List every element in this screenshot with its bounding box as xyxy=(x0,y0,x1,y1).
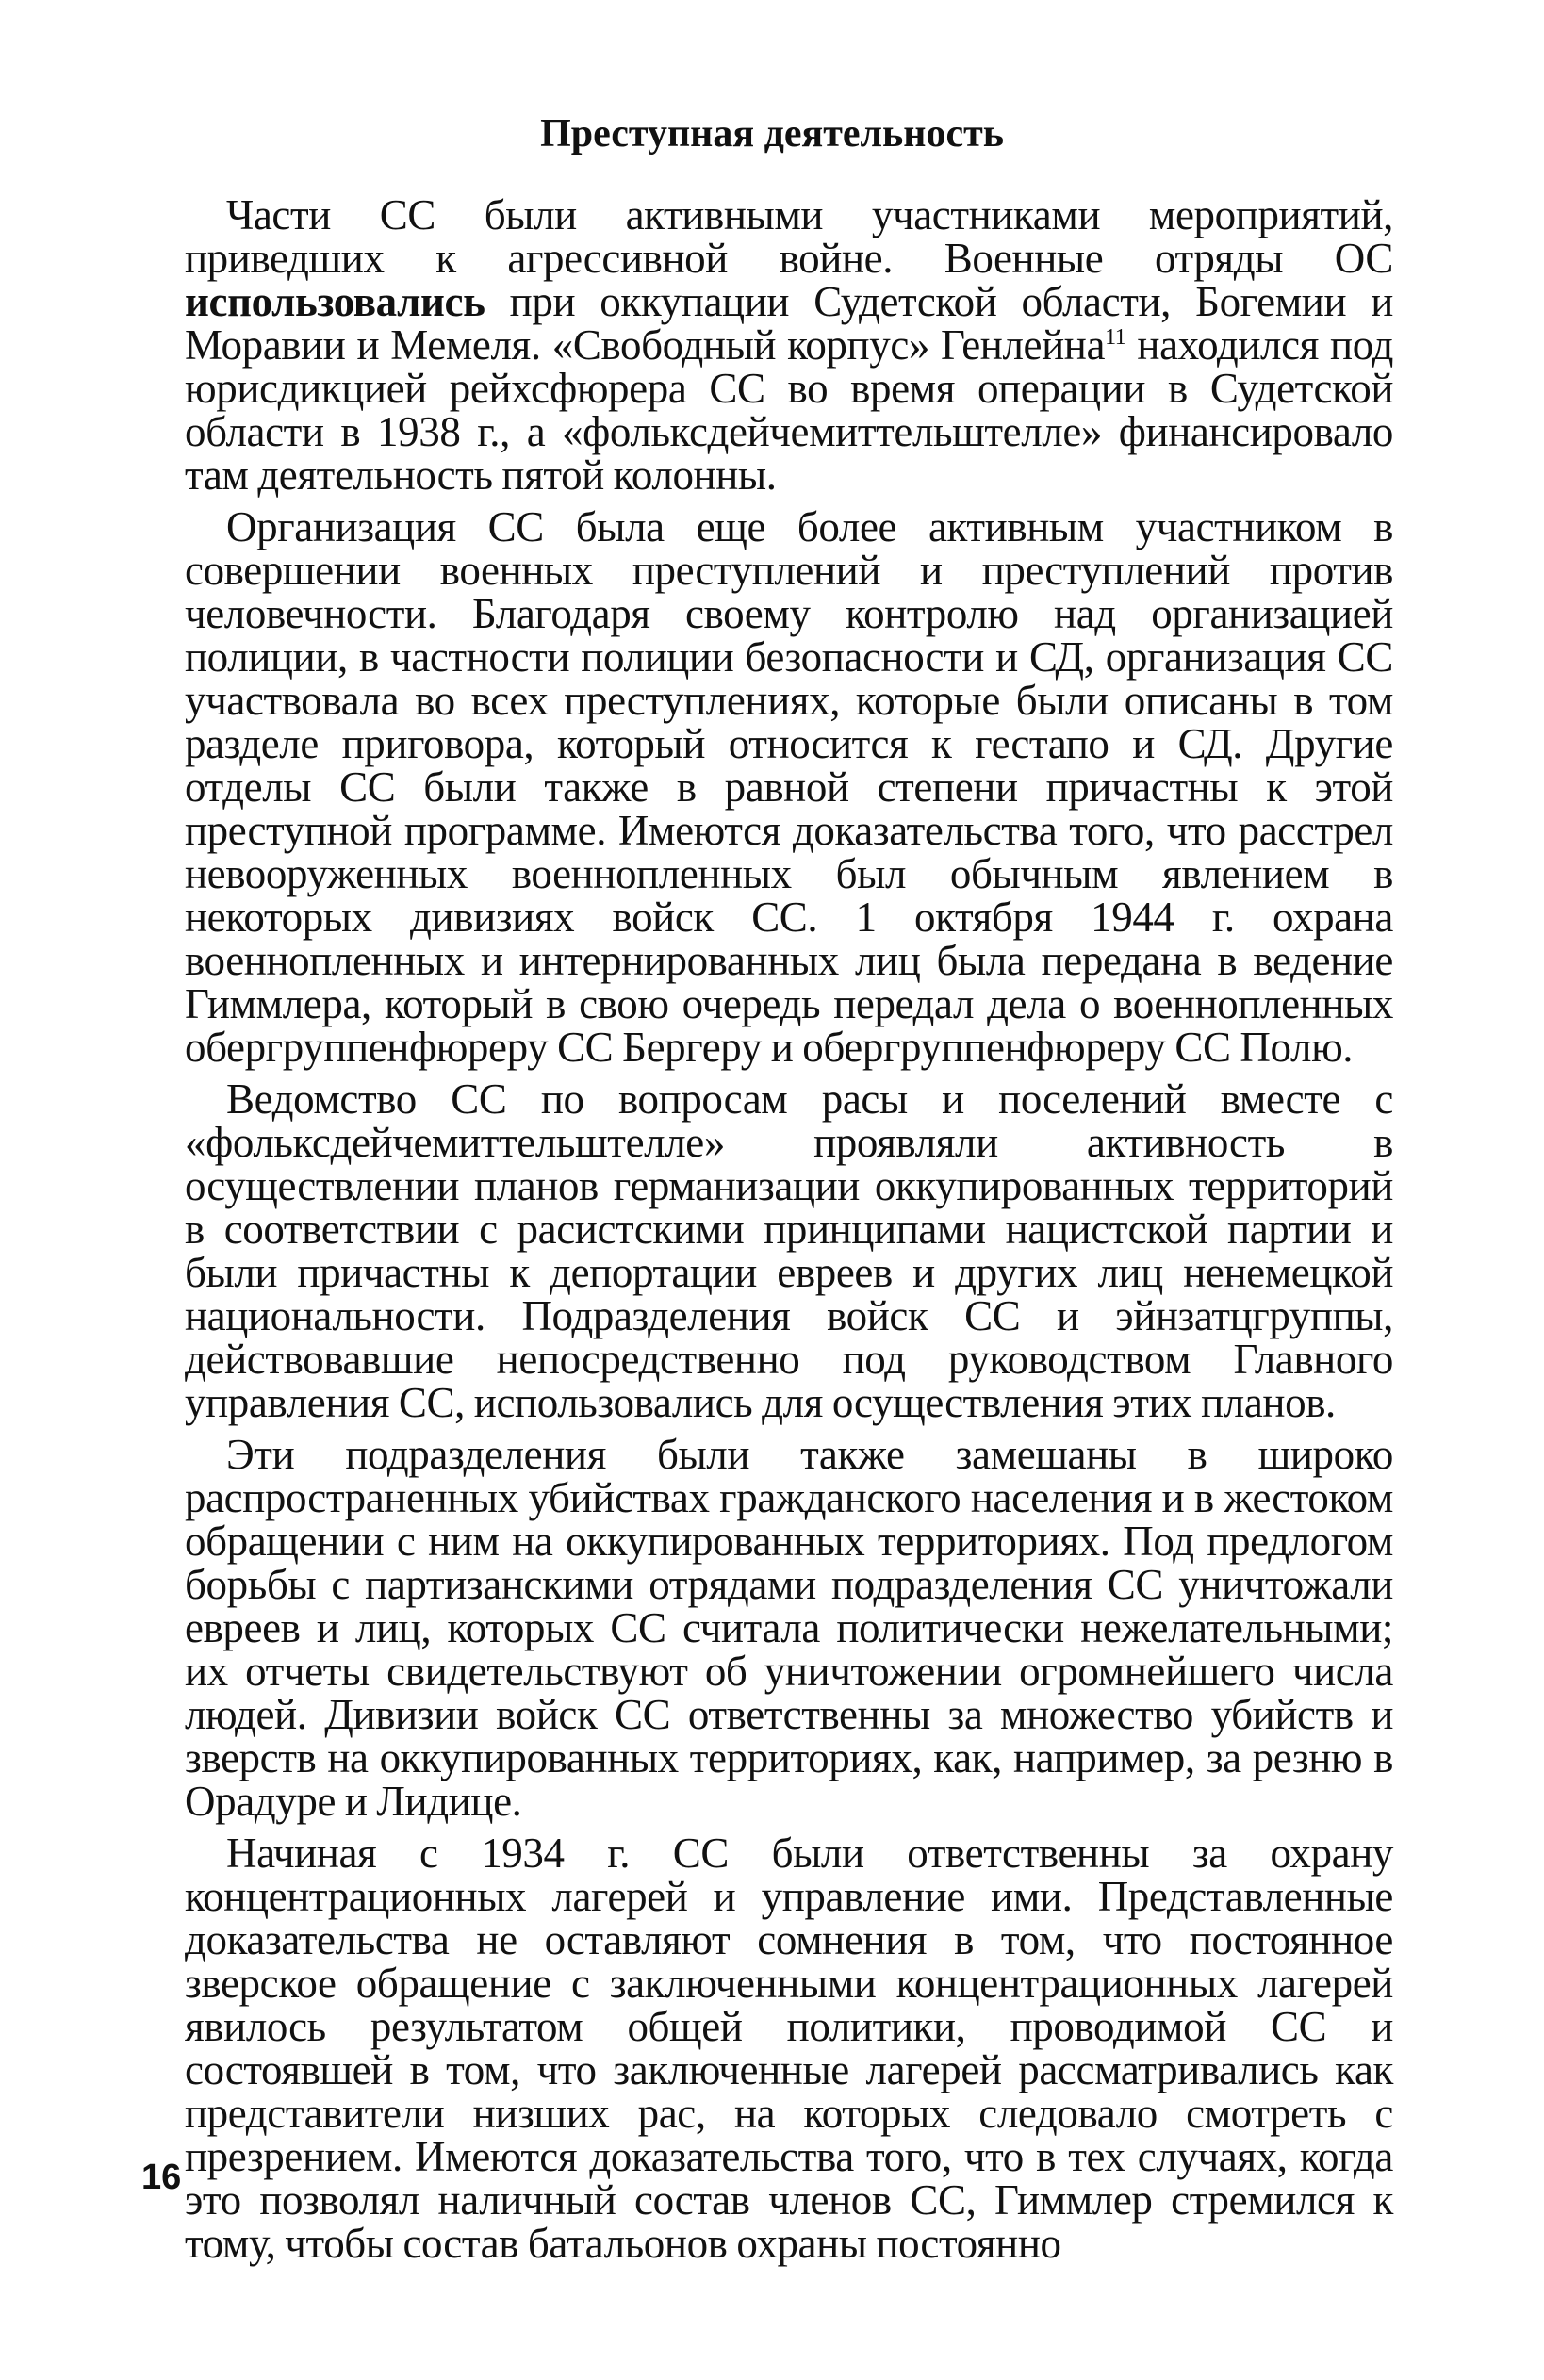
paragraph-3: Ведомство СС по вопросам расы и поселений вместе с «фольксдейчемиттельштелле» проявляли активность в осуществлении планов германизации оккупированных территорий в соответствии с расистскими принципами нацистской партии и были причастны к депортации евреев и других лиц ненемецкой национальности. Подразделения войск СС и эйнзатцгруппы, действовавшие непосредственно под руководством Главного управления СС, использовались для осуществления этих планов. xyxy=(185,1075,1393,1426)
footnote-marker: 11 xyxy=(1105,325,1126,350)
paragraph-1-text-a: Части СС были активными участниками мероприятий, приведших к агрессивной войне. Военные отряды ОС xyxy=(185,191,1393,282)
paragraph-1-text-c: находился под юрисдикцией рейхсфюрера СС во время операции в Судетской области в 1938 г., а «фольксдейчемиттельштелле» финансировало там деятельность пятой колонны. xyxy=(185,321,1394,499)
paragraph-4: Эти подразделения были также замешаны в широко распространенных убийствах гражданского населения и в жестоком обращении с ним на оккупированных территориях. Под предлогом борьбы с партизанскими отрядами подразделения СС уничтожали евреев и лиц, которых СС считала политически нежелательными; их отчеты свидетельствуют об уничтожении огромнейшего числа людей. Дивизии войск СС ответственны за множество убийств и зверств на оккупированных территориях, как, например, за резню в Орадуре и Лидице. xyxy=(185,1431,1393,1825)
bold-word: использовались xyxy=(185,278,485,325)
paragraph-1-text-b: при оккупации Судетской области, Богемии и Моравии и Мемеля. «Свободный корпус» Генлейна xyxy=(185,278,1393,369)
paragraph-1 xyxy=(185,193,1393,497)
body-text xyxy=(185,193,1393,2273)
paragraph-5: Начиная с 1934 г. СС были ответственны за охрану концентрационных лагерей и управление ими. Представленные доказательства не оставляют сомнения в том, что постоянное зверское обращение с заключенными концентрационных лагерей явилось результатом общей политики, проводимой СС и состоявшей в том, что заключенные лагерей рассматривались как представители низших рас, на которых следовало смотреть с презрением. Имеются доказательства того, что в тех случаях, когда это позволял наличный состав членов СС, Гиммлер стремился к тому, чтобы состав батальонов охраны постоянно xyxy=(185,1830,1393,2267)
paragraph-2: Организация СС была еще более активным участником в совершении военных преступлений и преступлений против человечности. Благодаря своему контролю над организацией полиции, в частности полиции безопасности и СД, организация СС участвовала во всех преступлениях, которые были описаны в том разделе приговора, который относится к гестапо и СД. Другие отделы СС были также в равной степени причастны к этой преступной программе. Имеются доказательства того, что расстрел невооруженных военнопленных был обычным явлением в некоторых дивизиях войск СС. 1 октября 1944 г. охрана военнопленных и интернированных лиц была передана в ведение Гиммлера, который в свою очередь передал дела о военнопленных обергруппенфюреру СС Бергеру и обергруппенфюреру СС Полю. xyxy=(185,503,1393,1071)
section-heading: Преступная деятельность xyxy=(540,112,1004,156)
page-number: 16 xyxy=(141,2158,182,2197)
